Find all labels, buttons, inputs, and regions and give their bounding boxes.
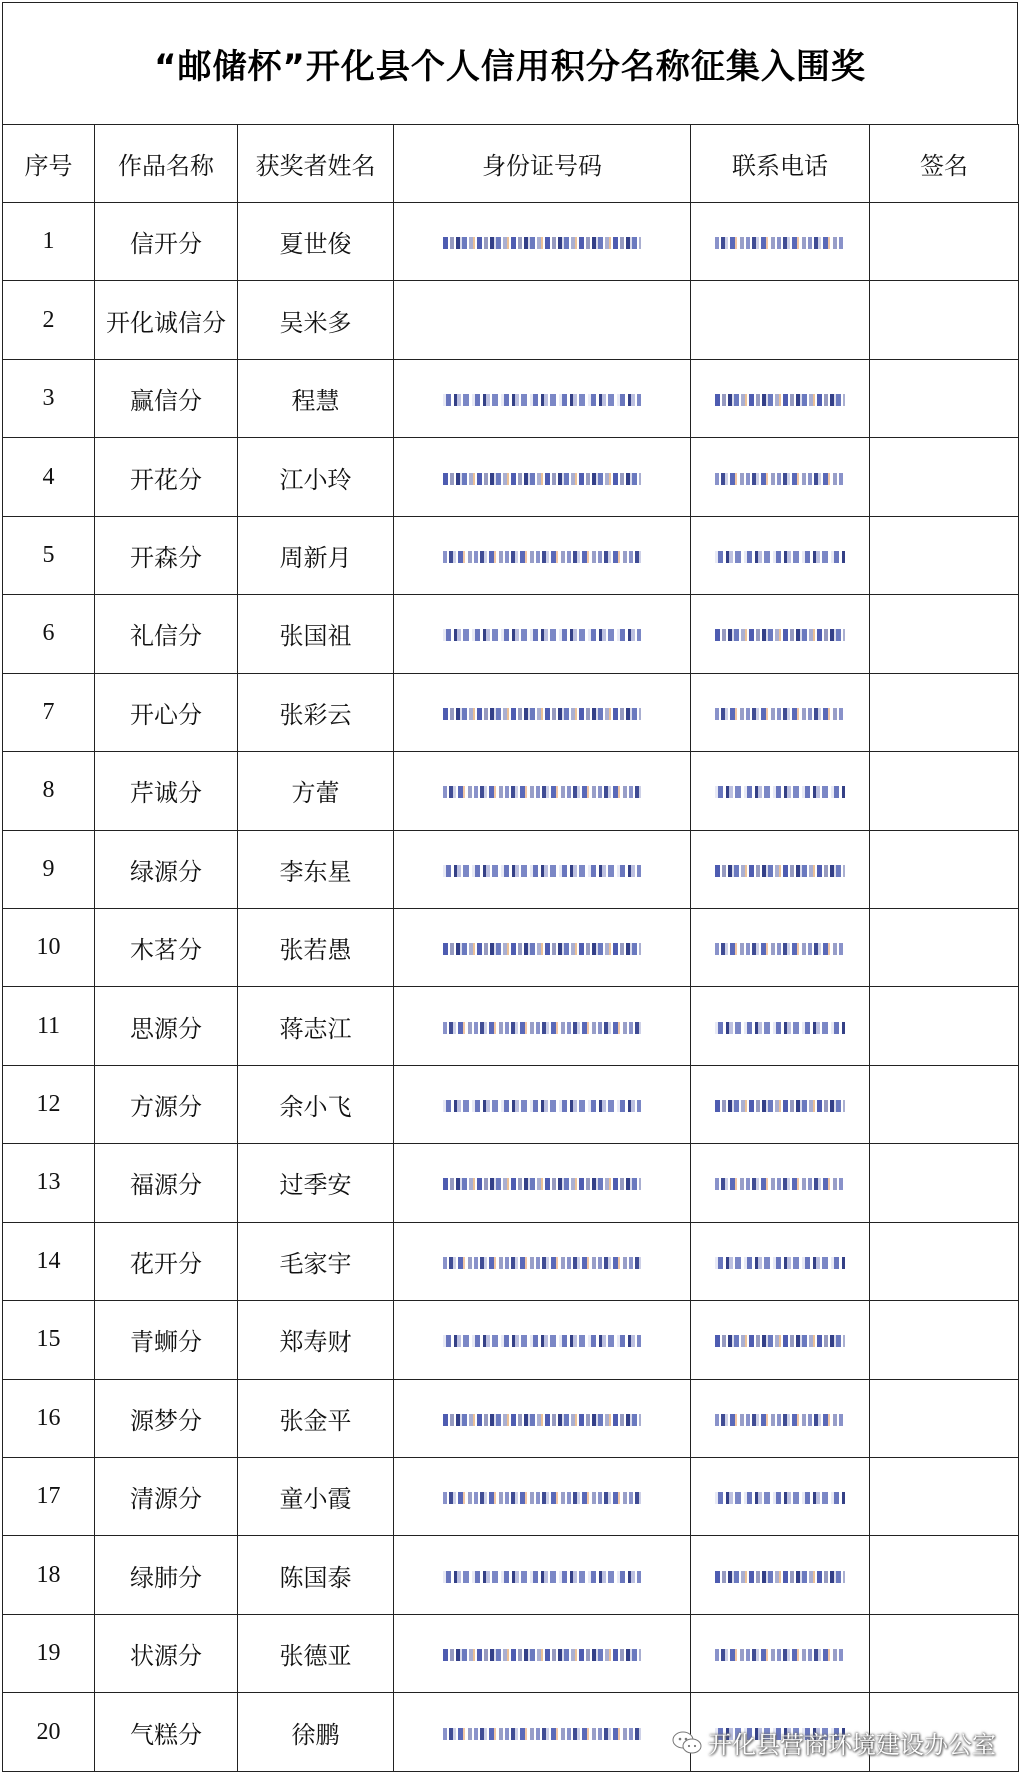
watermark <box>672 1725 996 1760</box>
cell-id-number <box>394 203 691 281</box>
cell-id-number <box>394 359 691 437</box>
cell-phone <box>691 987 870 1065</box>
cell-work: 绿源分 <box>95 830 238 908</box>
redacted-id <box>443 786 641 798</box>
table-row <box>3 516 1019 594</box>
cell-id-number <box>394 595 691 673</box>
redacted-phone <box>715 1100 845 1112</box>
cell-id-number <box>394 1458 691 1536</box>
cell-id-number <box>394 516 691 594</box>
cell-seq: 15 <box>3 1301 95 1379</box>
table-row <box>3 1379 1019 1457</box>
cell-seq: 9 <box>3 830 95 908</box>
cell-work: 源梦分 <box>95 1379 238 1457</box>
header-work: 作品名称 <box>95 125 238 203</box>
cell-id-number <box>394 987 691 1065</box>
cell-name: 程慧 <box>238 359 394 437</box>
cell-work: 清源分 <box>95 1458 238 1536</box>
redacted-phone <box>715 865 845 877</box>
redacted-id <box>443 551 641 563</box>
cell-phone <box>691 1536 870 1614</box>
cell-work: 礼信分 <box>95 595 238 673</box>
cell-signature <box>870 908 1019 986</box>
table-row <box>3 281 1019 359</box>
wechat-icon <box>672 1730 702 1756</box>
cell-id-number <box>394 281 691 359</box>
cell-work: 信开分 <box>95 203 238 281</box>
title-box <box>2 2 1018 124</box>
cell-phone <box>691 752 870 830</box>
cell-name: 吴米多 <box>238 281 394 359</box>
cell-phone <box>691 1222 870 1300</box>
cell-id-number <box>394 1693 691 1772</box>
cell-signature <box>870 438 1019 516</box>
cell-work: 花开分 <box>95 1222 238 1300</box>
cell-work: 青蛳分 <box>95 1301 238 1379</box>
cell-signature <box>870 987 1019 1065</box>
redacted-phone <box>715 1414 845 1426</box>
cell-signature <box>870 1301 1019 1379</box>
table-row <box>3 1458 1019 1536</box>
redacted-phone <box>715 1022 845 1034</box>
header-winner: 获奖者姓名 <box>238 125 394 203</box>
cell-signature <box>870 1379 1019 1457</box>
cell-name: 张若愚 <box>238 908 394 986</box>
cell-seq: 4 <box>3 438 95 516</box>
cell-signature <box>870 830 1019 908</box>
cell-phone <box>691 1614 870 1692</box>
cell-signature <box>870 281 1019 359</box>
cell-seq: 6 <box>3 595 95 673</box>
cell-name: 徐鹏 <box>238 1693 394 1772</box>
table-row <box>3 203 1019 281</box>
cell-id-number <box>394 1144 691 1222</box>
redacted-phone <box>715 1571 845 1583</box>
cell-seq: 11 <box>3 987 95 1065</box>
redacted-id <box>443 1257 641 1269</box>
cell-work: 方源分 <box>95 1065 238 1143</box>
redacted-phone <box>715 1335 845 1347</box>
header-phone: 联系电话 <box>691 125 870 203</box>
cell-id-number <box>394 1614 691 1692</box>
cell-phone <box>691 1065 870 1143</box>
redacted-id <box>443 1649 641 1661</box>
table-row <box>3 752 1019 830</box>
cell-phone <box>691 438 870 516</box>
cell-id-number <box>394 752 691 830</box>
cell-seq: 19 <box>3 1614 95 1692</box>
cell-work: 芹诚分 <box>95 752 238 830</box>
redacted-id <box>443 1100 641 1112</box>
redacted-phone <box>715 237 845 249</box>
cell-phone <box>691 673 870 751</box>
cell-name: 方蕾 <box>238 752 394 830</box>
cell-work: 气糕分 <box>95 1693 238 1772</box>
cell-seq: 1 <box>3 203 95 281</box>
table-row <box>3 359 1019 437</box>
redacted-phone <box>715 394 845 406</box>
cell-seq: 16 <box>3 1379 95 1457</box>
table-row <box>3 830 1019 908</box>
cell-name: 毛家宇 <box>238 1222 394 1300</box>
cell-id-number <box>394 908 691 986</box>
cell-name: 郑寿财 <box>238 1301 394 1379</box>
cell-id-number <box>394 1222 691 1300</box>
cell-name: 张德亚 <box>238 1614 394 1692</box>
redacted-id <box>443 943 641 955</box>
cell-phone <box>691 516 870 594</box>
table-row <box>3 595 1019 673</box>
cell-name: 张国祖 <box>238 595 394 673</box>
cell-work: 木茗分 <box>95 908 238 986</box>
header-row <box>3 125 1019 203</box>
cell-signature <box>870 673 1019 751</box>
cell-phone <box>691 908 870 986</box>
cell-name: 江小玲 <box>238 438 394 516</box>
cell-work: 状源分 <box>95 1614 238 1692</box>
cell-phone <box>691 1458 870 1536</box>
cell-signature <box>870 1065 1019 1143</box>
redacted-id <box>443 1022 641 1034</box>
cell-id-number <box>394 438 691 516</box>
cell-seq: 13 <box>3 1144 95 1222</box>
table-row <box>3 1065 1019 1143</box>
cell-signature <box>870 1222 1019 1300</box>
redacted-id <box>443 1414 641 1426</box>
cell-seq: 7 <box>3 673 95 751</box>
award-table <box>2 124 1019 1772</box>
cell-seq: 12 <box>3 1065 95 1143</box>
redacted-phone <box>715 708 845 720</box>
table-row <box>3 1144 1019 1222</box>
cell-name: 李东星 <box>238 830 394 908</box>
cell-signature <box>870 203 1019 281</box>
table-row <box>3 1301 1019 1379</box>
cell-phone <box>691 1301 870 1379</box>
redacted-phone <box>715 943 845 955</box>
cell-name: 过季安 <box>238 1144 394 1222</box>
cell-signature <box>870 595 1019 673</box>
redacted-id <box>443 1492 641 1504</box>
cell-work: 福源分 <box>95 1144 238 1222</box>
redacted-id <box>443 394 641 406</box>
redacted-id <box>443 865 641 877</box>
cell-work: 开心分 <box>95 673 238 751</box>
redacted-id <box>443 1728 641 1740</box>
table-row <box>3 438 1019 516</box>
cell-phone <box>691 281 870 359</box>
cell-id-number <box>394 1065 691 1143</box>
redacted-id <box>443 1571 641 1583</box>
cell-name: 夏世俊 <box>238 203 394 281</box>
redacted-phone <box>715 473 845 485</box>
cell-id-number <box>394 1301 691 1379</box>
page-title: “邮储杯”开化县个人信用积分名称征集入围奖 <box>154 47 866 87</box>
cell-work: 开化诚信分 <box>95 281 238 359</box>
redacted-phone <box>715 629 845 641</box>
cell-work: 绿肺分 <box>95 1536 238 1614</box>
redacted-phone <box>715 1257 845 1269</box>
cell-work: 开森分 <box>95 516 238 594</box>
cell-name: 张金平 <box>238 1379 394 1457</box>
cell-signature <box>870 1458 1019 1536</box>
header-sign: 签名 <box>870 125 1019 203</box>
cell-seq: 10 <box>3 908 95 986</box>
cell-name: 蒋志江 <box>238 987 394 1065</box>
redacted-id <box>443 629 641 641</box>
redacted-phone <box>715 1492 845 1504</box>
cell-seq: 18 <box>3 1536 95 1614</box>
cell-seq: 3 <box>3 359 95 437</box>
cell-phone <box>691 1379 870 1457</box>
table-row <box>3 1222 1019 1300</box>
watermark-text: 开化县营商环境建设办公室 <box>708 1731 996 1759</box>
cell-phone <box>691 359 870 437</box>
cell-signature <box>870 1144 1019 1222</box>
table-row <box>3 1536 1019 1614</box>
cell-name: 陈国泰 <box>238 1536 394 1614</box>
cell-work: 赢信分 <box>95 359 238 437</box>
table-body <box>3 203 1019 1772</box>
redacted-id <box>443 1335 641 1347</box>
table-row <box>3 908 1019 986</box>
cell-seq: 2 <box>3 281 95 359</box>
table-row <box>3 987 1019 1065</box>
cell-seq: 20 <box>3 1693 95 1772</box>
header-id: 身份证号码 <box>394 125 691 203</box>
cell-signature <box>870 359 1019 437</box>
cell-signature <box>870 1536 1019 1614</box>
cell-seq: 14 <box>3 1222 95 1300</box>
table-row <box>3 1614 1019 1692</box>
redacted-phone <box>715 1649 845 1661</box>
cell-id-number <box>394 1379 691 1457</box>
cell-signature <box>870 1614 1019 1692</box>
cell-id-number <box>394 830 691 908</box>
cell-phone <box>691 595 870 673</box>
cell-phone <box>691 1144 870 1222</box>
cell-name: 童小霞 <box>238 1458 394 1536</box>
redacted-phone <box>715 551 845 563</box>
cell-id-number <box>394 673 691 751</box>
header-seq: 序号 <box>3 125 95 203</box>
cell-name: 周新月 <box>238 516 394 594</box>
cell-work: 思源分 <box>95 987 238 1065</box>
cell-name: 张彩云 <box>238 673 394 751</box>
cell-name: 余小飞 <box>238 1065 394 1143</box>
cell-seq: 17 <box>3 1458 95 1536</box>
cell-signature <box>870 752 1019 830</box>
cell-phone <box>691 830 870 908</box>
redacted-id <box>443 1178 641 1190</box>
redacted-id <box>443 237 641 249</box>
redacted-phone <box>715 1178 845 1190</box>
cell-seq: 5 <box>3 516 95 594</box>
cell-id-number <box>394 1536 691 1614</box>
cell-work: 开花分 <box>95 438 238 516</box>
table-row <box>3 673 1019 751</box>
redacted-id <box>443 473 641 485</box>
redacted-id <box>443 708 641 720</box>
redacted-phone <box>715 786 845 798</box>
cell-phone <box>691 203 870 281</box>
cell-seq: 8 <box>3 752 95 830</box>
cell-signature <box>870 516 1019 594</box>
